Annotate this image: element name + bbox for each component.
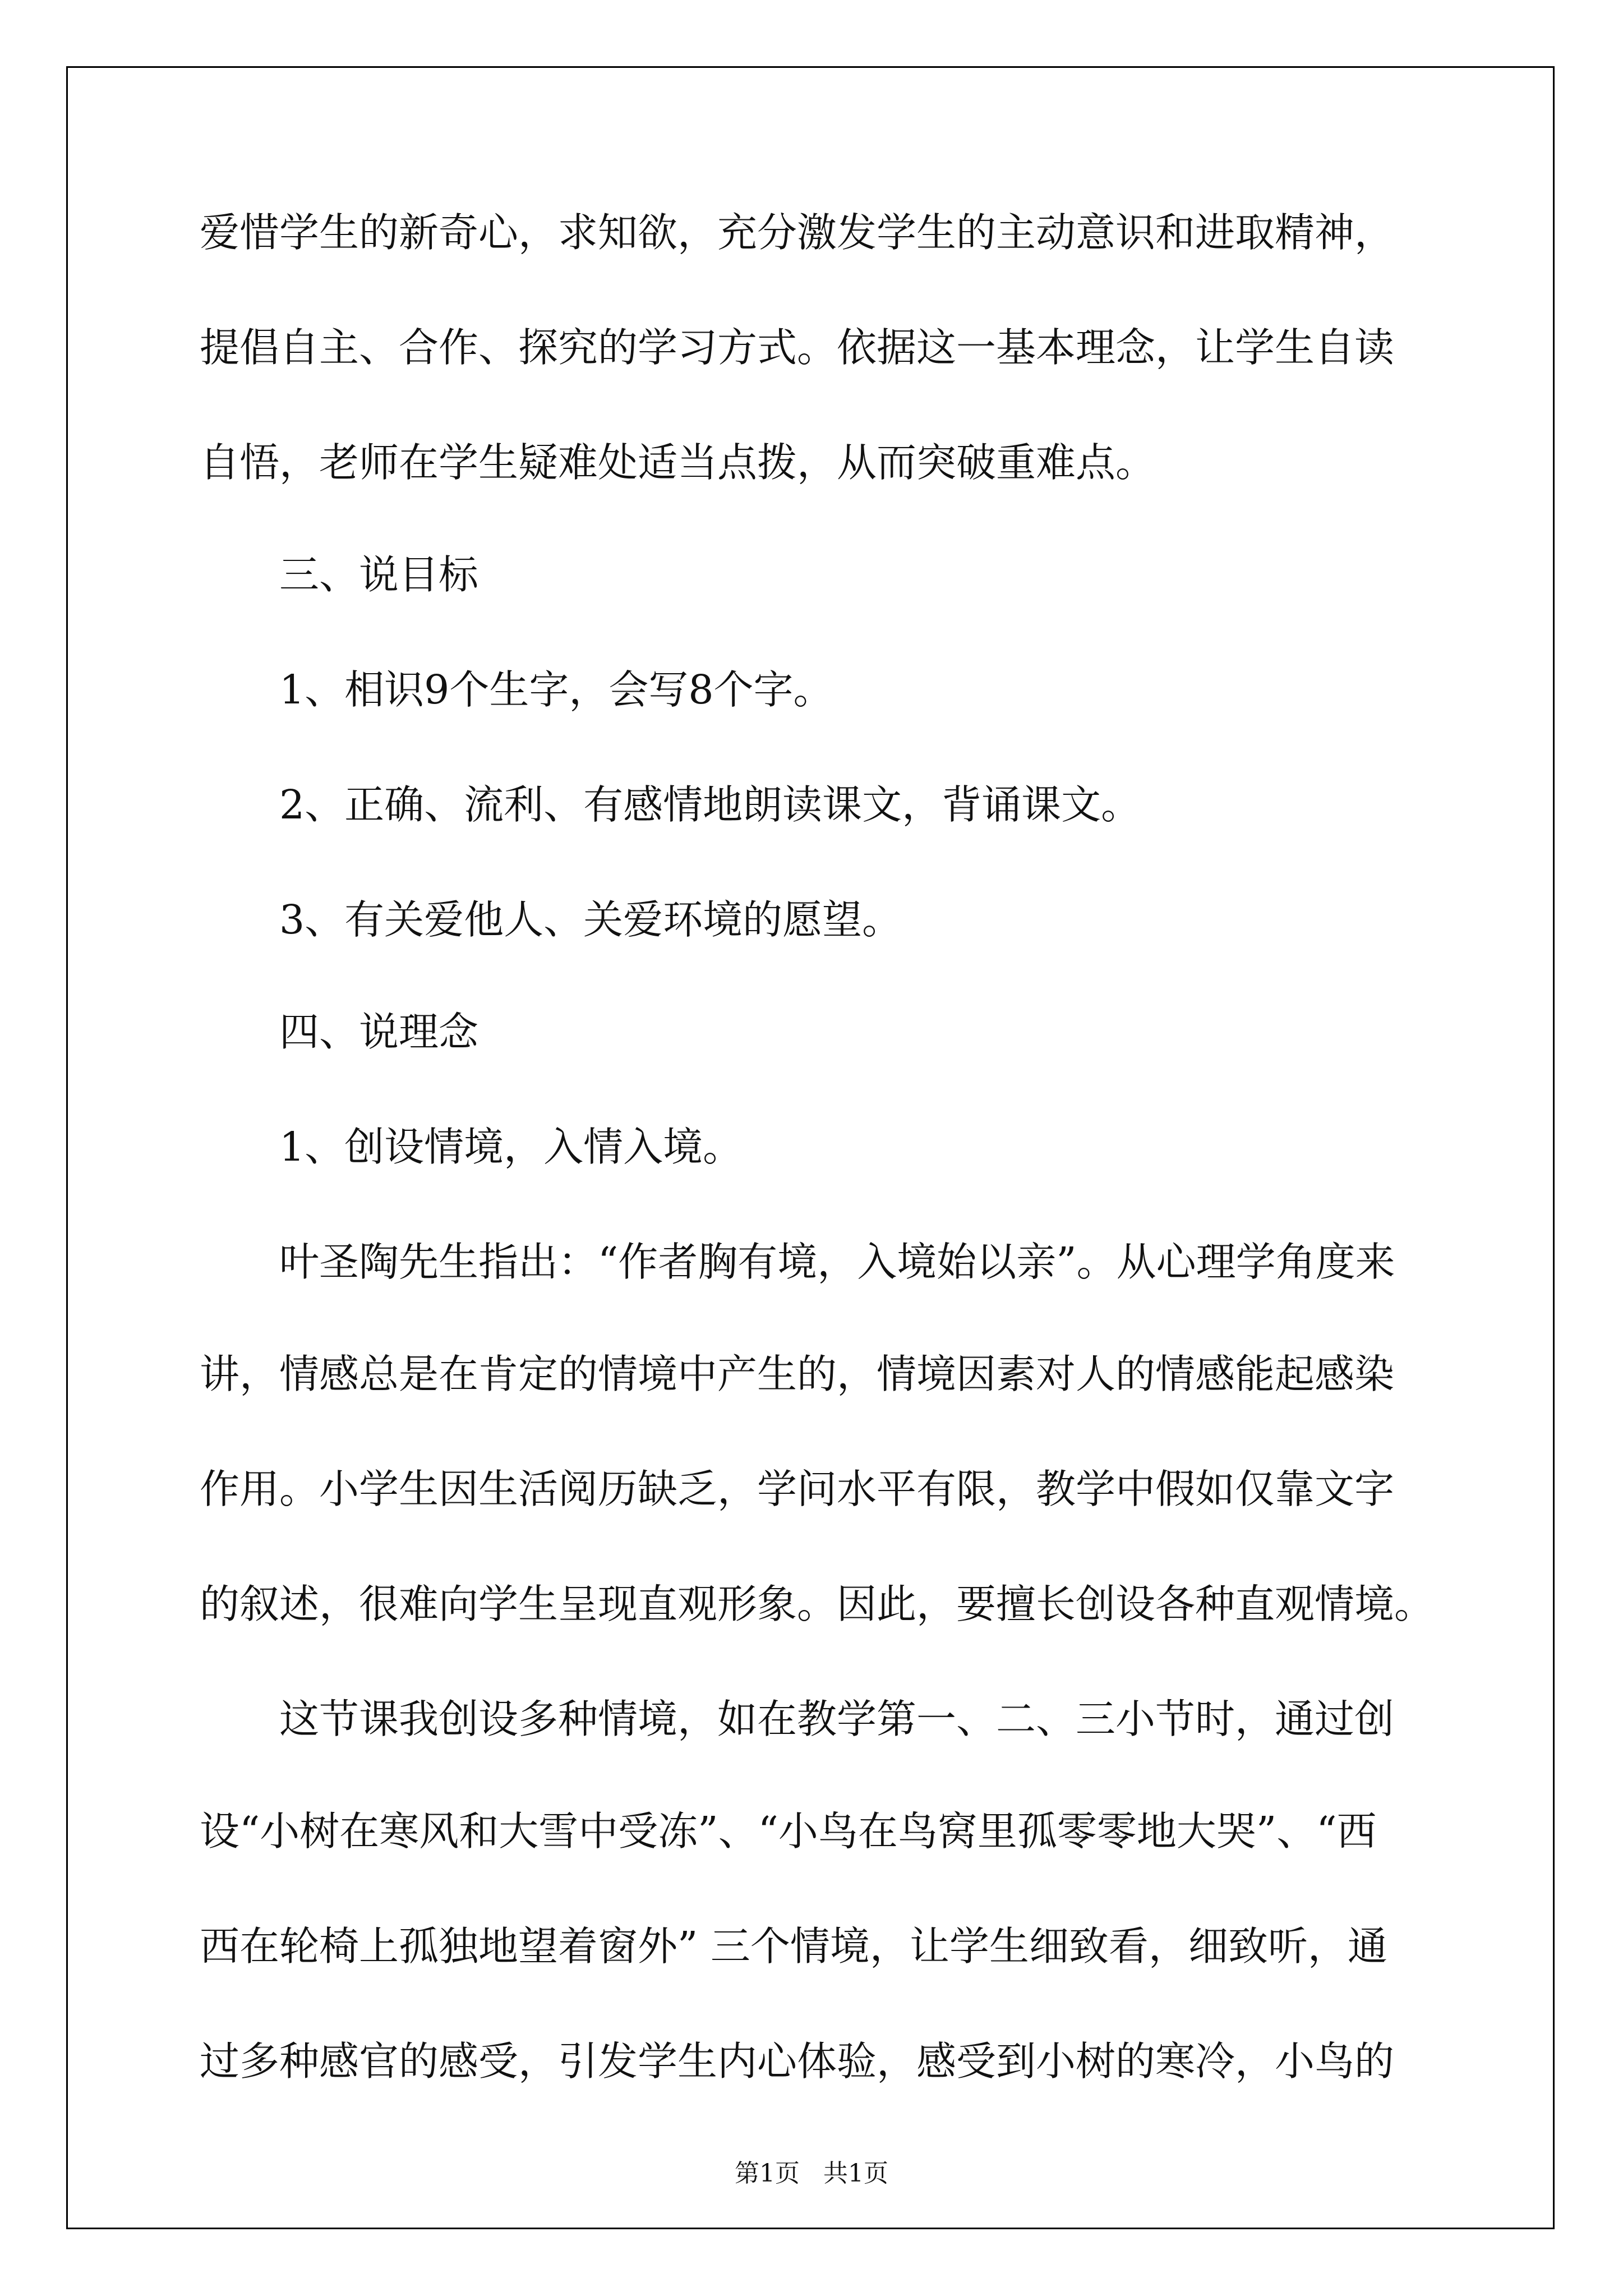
body-text-line: 讲，情感总是在肯定的情境中产生的，情境因素对人的情感能起感染	[200, 1351, 1395, 1397]
body-text-line: 的叙述，很难向学生呈现直观形象。因此，要擅长创设各种直观情境。	[200, 1581, 1435, 1627]
section-heading: 三、说目标	[279, 551, 479, 598]
body-text-line: 叶圣陶先生指出：“作者胸有境，入境始以亲”。从心理学角度来	[279, 1239, 1395, 1285]
list-item: 2、正确、流利、有感情地朗读课文，背诵课文。	[279, 781, 1141, 828]
body-text-line: 爱惜学生的新奇心，求知欲，充分激发学生的主动意识和进取精神，	[200, 209, 1395, 256]
body-text-line: 设“小树在寒风和大雪中受冻”、“小鸟在鸟窝里孤零零地大哭”、“西	[200, 1808, 1377, 1855]
body-text-line: 作用。小学生因生活阅历缺乏，学问水平有限，教学中假如仅靠文字	[200, 1466, 1395, 1512]
page-footer: 第1页 共1页	[735, 2159, 888, 2188]
body-text-line: 过多种感官的感受，引发学生内心体验，感受到小树的寒冷，小鸟的	[200, 2038, 1395, 2085]
body-text-line: 西在轮椅上孤独地望着窗外” 三个情境，让学生细致看，细致听，通	[200, 1923, 1387, 1970]
body-text-line: 自悟，老师在学生疑难处适当点拨，从而突破重难点。	[200, 439, 1156, 486]
body-text-line: 这节课我创设多种情境，如在教学第一、二、三小节时，通过创	[279, 1696, 1395, 1742]
list-item: 1、创设情境，入情入境。	[279, 1124, 743, 1170]
section-heading: 四、说理念	[279, 1009, 479, 1055]
body-text-line: 提倡自主、合作、探究的学习方式。依据这一基本理念，让学生自读	[200, 324, 1395, 371]
list-item: 3、有关爱他人、关爱环境的愿望。	[279, 896, 902, 943]
list-item: 1、相识9个生字，会写8个字。	[279, 666, 833, 713]
